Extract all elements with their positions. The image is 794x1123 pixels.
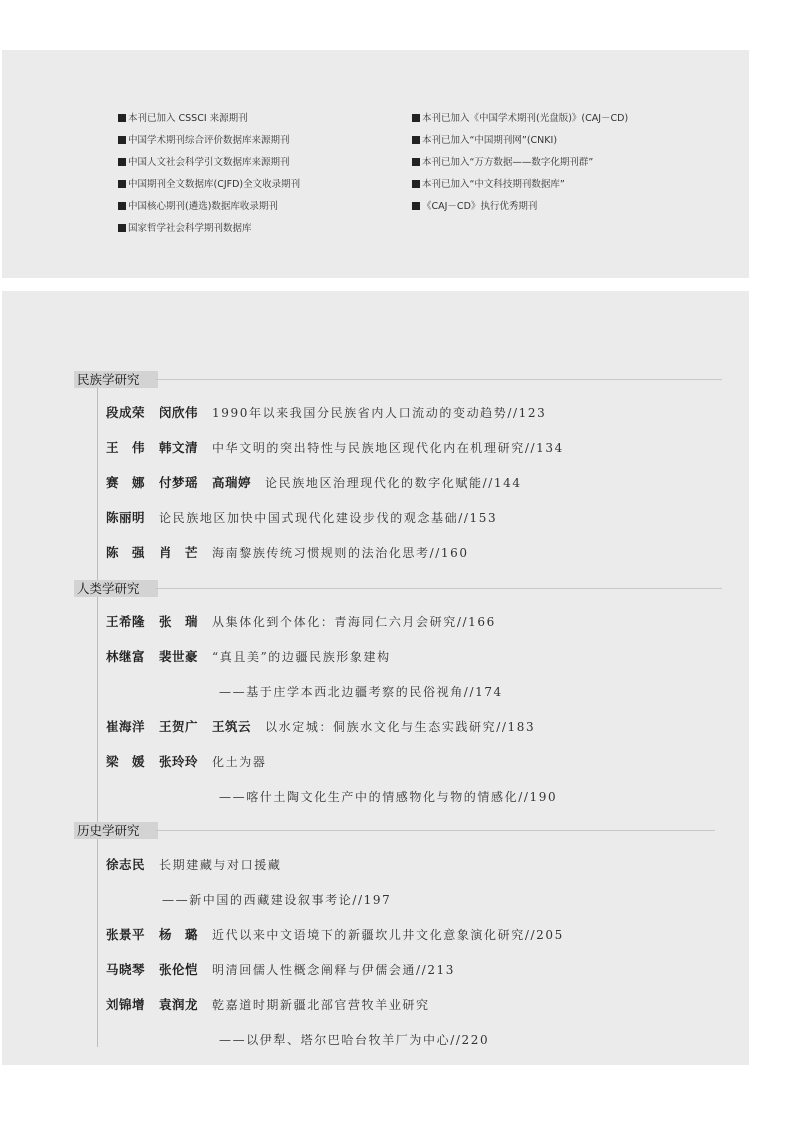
author-name: 杨 璐 — [159, 927, 199, 942]
article-title: 1990年以来我国分民族省内人口流动的变动趋势//123 — [212, 406, 547, 420]
index-item: 中国期刊全文数据库(CJFD)全文收录期刊 — [118, 179, 300, 191]
section-rule — [155, 588, 722, 589]
author-name: 刘锦增 — [106, 997, 146, 1012]
contents-vertical-rule — [97, 380, 98, 1047]
index-item: 本刊已加入“万方数据——数字化期刊群” — [412, 157, 593, 169]
article-title: 论民族地区加快中国式现代化建设步伐的观念基础//153 — [159, 511, 498, 525]
index-item: 本刊已加入《中国学术期刊(光盘版)》(CAJ－CD) — [412, 113, 628, 125]
section-heading: 民族学研究 — [74, 371, 158, 388]
author-name: 王筑云 — [212, 719, 252, 734]
author-name: 王贺广 — [159, 719, 199, 734]
toc-entry[interactable] — [106, 440, 564, 456]
author-name: 赛 娜 — [106, 475, 146, 490]
indexing-info-panel — [2, 50, 749, 278]
article-title: 长期建藏与对口援藏 — [159, 858, 282, 872]
index-item: 中国学术期刊综合评价数据库来源期刊 — [118, 135, 290, 147]
index-item: 本刊已加入“中国期刊网”(CNKI) — [412, 135, 557, 147]
author-name: 张景平 — [106, 927, 146, 942]
author-name: 段成荣 — [106, 405, 146, 420]
bullet-square-icon — [118, 202, 126, 210]
bullet-square-icon — [412, 136, 420, 144]
author-name: 王希隆 — [106, 614, 146, 629]
author-name: 张玲玲 — [159, 754, 199, 769]
article-title: 以水定城：侗族水文化与生态实践研究//183 — [265, 720, 536, 734]
article-title: 中华文明的突出特性与民族地区现代化内在机理研究//134 — [212, 441, 564, 455]
article-title: 论民族地区治理现代化的数字化赋能//144 — [265, 476, 522, 490]
author-name: 肖 芒 — [159, 545, 199, 560]
author-name: 林继富 — [106, 649, 146, 664]
article-title: 从集体化到个体化：青海同仁六月会研究//166 — [212, 615, 496, 629]
toc-entry[interactable] — [106, 545, 469, 561]
author-name: 韩文清 — [159, 440, 199, 455]
toc-entry[interactable] — [106, 719, 535, 735]
author-name: 付梦瑶 — [159, 475, 199, 490]
article-title: 近代以来中文语境下的新疆坎儿井文化意象演化研究//205 — [212, 928, 564, 942]
bullet-square-icon — [118, 114, 126, 122]
bullet-square-icon — [118, 224, 126, 232]
bullet-square-icon — [412, 114, 420, 122]
toc-entry[interactable] — [106, 997, 430, 1013]
author-name: 闵欣伟 — [159, 405, 199, 420]
author-name: 高瑞婷 — [212, 475, 252, 490]
author-name: 张伦恺 — [159, 962, 199, 977]
toc-entry[interactable] — [106, 510, 497, 526]
article-title: 海南黎族传统习惯规则的法治化思考//160 — [212, 546, 469, 560]
bullet-square-icon — [118, 180, 126, 188]
article-title: “真且美”的边疆民族形象建构 — [212, 650, 391, 664]
section-rule — [155, 830, 715, 831]
author-name: 陈 强 — [106, 545, 146, 560]
article-title: 乾嘉道时期新疆北部官营牧羊业研究 — [212, 998, 430, 1012]
article-subtitle: ——新中国的西藏建设叙事考论//197 — [162, 893, 392, 907]
author-name: 王 伟 — [106, 440, 146, 455]
section-rule — [155, 379, 722, 380]
toc-entry[interactable] — [106, 927, 564, 943]
index-item: 《CAJ－CD》执行优秀期刊 — [412, 201, 537, 213]
toc-entry[interactable] — [106, 962, 455, 978]
index-item: 本刊已加入 CSSCI 来源期刊 — [118, 113, 248, 125]
author-name: 裴世豪 — [159, 649, 199, 664]
toc-entry[interactable] — [106, 475, 522, 491]
section-heading: 人类学研究 — [74, 580, 158, 597]
article-subtitle: ——喀什土陶文化生产中的情感物化与物的情感化//190 — [219, 790, 558, 804]
article-subtitle: ——以伊犁、塔尔巴哈台牧羊厂为中心//220 — [219, 1033, 490, 1047]
bullet-square-icon — [412, 202, 420, 210]
author-name: 袁润龙 — [159, 997, 199, 1012]
bullet-square-icon — [118, 158, 126, 166]
article-title: 明清回儒人性概念阐释与伊儒会通//213 — [212, 963, 456, 977]
author-name: 马晓琴 — [106, 962, 146, 977]
article-title: 化土为器 — [212, 755, 267, 769]
index-item: 国家哲学社会科学期刊数据库 — [118, 223, 252, 235]
author-name: 徐志民 — [106, 857, 146, 872]
bullet-square-icon — [118, 136, 126, 144]
toc-entry[interactable] — [106, 405, 546, 421]
index-item: 中国核心期刊(遴选)数据库收录期刊 — [118, 201, 278, 213]
index-item: 中国人文社会科学引文数据库来源期刊 — [118, 157, 290, 169]
author-name: 张 瑞 — [159, 614, 199, 629]
index-item: 本刊已加入“中文科技期刊数据库” — [412, 179, 565, 191]
toc-entry[interactable] — [106, 649, 391, 665]
section-heading: 历史学研究 — [74, 822, 158, 839]
author-name: 梁 媛 — [106, 754, 146, 769]
toc-entry[interactable] — [106, 857, 281, 873]
toc-entry[interactable] — [106, 614, 496, 630]
bullet-square-icon — [412, 180, 420, 188]
author-name: 崔海洋 — [106, 719, 146, 734]
author-name: 陈丽明 — [106, 510, 146, 525]
bullet-square-icon — [412, 158, 420, 166]
article-subtitle: ——基于庄学本西北边疆考察的民俗视角//174 — [219, 685, 503, 699]
toc-entry[interactable] — [106, 754, 266, 770]
